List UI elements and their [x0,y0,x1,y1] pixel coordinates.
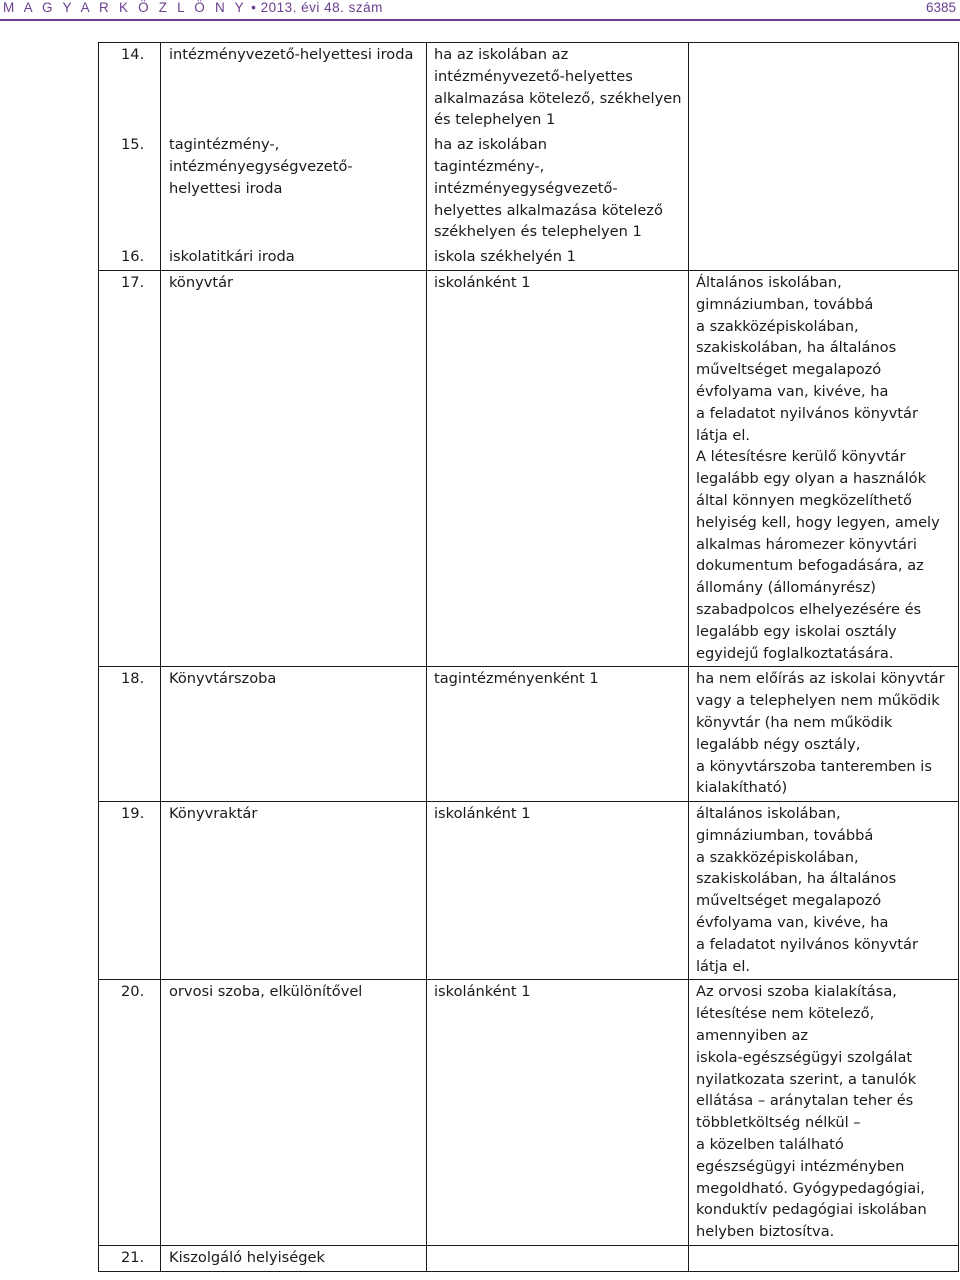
rooms-table [98,42,959,1272]
table-body [99,43,959,1272]
room-name: iskolatitkári iroda [161,245,427,270]
room-condition: ha az iskolában tagintézmény-, intézményegységvezető- helyettes alkalmazása kötelező székhelyen és telephelyen 1 [427,133,689,245]
row-number: 20. [99,980,161,1246]
room-condition [427,1246,689,1272]
room-note [689,1246,959,1272]
header-divider [0,19,960,21]
table-row [99,980,959,1246]
room-note [689,43,959,134]
room-name: orvosi szoba, elkülönítővel [161,980,427,1246]
row-number: 16. [99,245,161,270]
table-row [99,1246,959,1272]
room-name: Könyvraktár [161,802,427,980]
room-note: Az orvosi szoba kialakítása, létesítése nem kötelező, amennyiben az iskola-egészségügyi szolgálat nyilatkozata szerint, a tanulók ellátása – aránytalan teher és többletköltség nélkül – a közelben található egészségügyi intézményben megoldható. Gyógypedagógiai, konduktív pedagógiai iskolában helyben biztosítva. [689,980,959,1246]
room-note: Általános iskolában, gimnáziumban, továbbá a szakközépiskolában, szakiskolában, ha általános műveltséget megalapozó évfolyama van, kivéve, ha a feladatot nyilvános könyvtár látja el. A létesítésre kerülő könyvtár legalább egy olyan a használók által könnyen megközelíthető helyiség kell, hogy legyen, amely alkalmas háromezer könyvtári dokumentum befogadására, az állomány (állományrész) szabadpolcos elhelyezésére és legalább egy iskolai osztály egyidejű foglalkoztatására. [689,270,959,666]
table-row [99,270,959,666]
room-condition: iskolánként 1 [427,270,689,666]
row-number: 17. [99,270,161,666]
room-name: Kiszolgáló helyiségek [161,1246,427,1272]
journal-name: M A G Y A R K Ö Z L Ö N Y [3,0,247,15]
room-name: intézményvezető-helyettesi iroda [161,43,427,134]
room-name: könyvtár [161,270,427,666]
room-condition: iskolánként 1 [427,802,689,980]
page-number: 6385 [925,0,956,15]
table-row [99,667,959,802]
room-name: Könyvtárszoba [161,667,427,802]
issue-label: 2013. évi 48. szám [260,0,383,15]
table-row [99,43,959,134]
room-condition: ha az iskolában az intézményvezető-helyettes alkalmazása kötelező, székhelyen és telephelyen 1 [427,43,689,134]
room-name: tagintézmény-, intézményegységvezető- helyettesi iroda [161,133,427,245]
room-condition: tagintézményenként 1 [427,667,689,802]
room-note [689,133,959,245]
row-number: 21. [99,1246,161,1272]
room-note [689,245,959,270]
journal-title [3,0,383,15]
row-number: 19. [99,802,161,980]
page-header [0,0,960,30]
row-number: 18. [99,667,161,802]
room-condition: iskola székhelyén 1 [427,245,689,270]
row-number: 15. [99,133,161,245]
room-note: ha nem előírás az iskolai könyvtár vagy a telephelyen nem működik könyvtár (ha nem működik legalább négy osztály, a könyvtárszoba tanteremben is kialakítható) [689,667,959,802]
bullet-separator: • [251,0,257,15]
table-row [99,133,959,245]
room-condition: iskolánként 1 [427,980,689,1246]
row-number: 14. [99,43,161,134]
table-row [99,245,959,270]
table-row [99,802,959,980]
room-note: általános iskolában, gimnáziumban, továbbá a szakközépiskolában, szakiskolában, ha általános műveltséget megalapozó évfolyama van, kivéve, ha a feladatot nyilvános könyvtár látja el. [689,802,959,980]
